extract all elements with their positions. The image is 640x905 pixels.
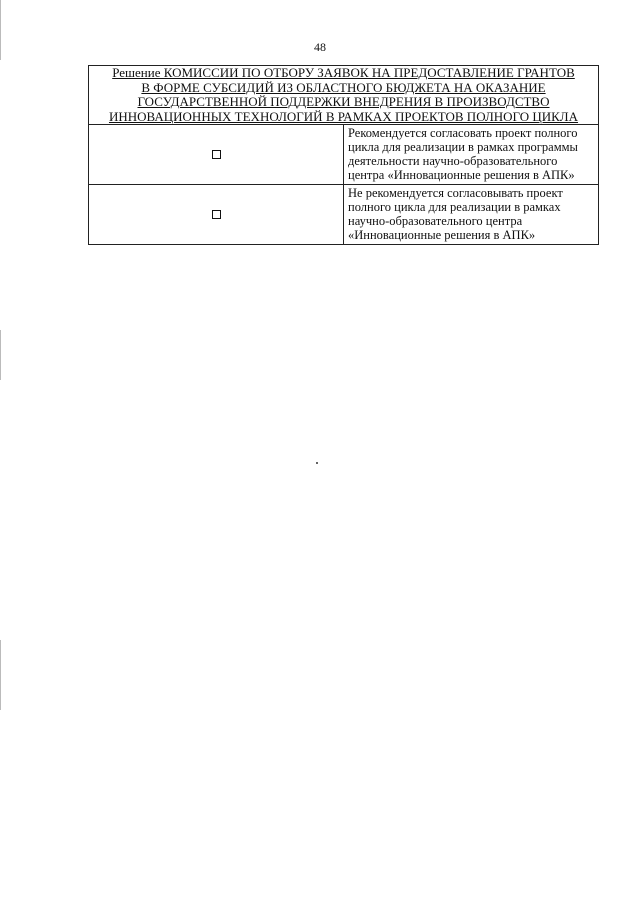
scan-edge-mark [0,640,1,710]
scan-speck [316,462,318,464]
not-recommend-option-text: Не рекомендуется согласовывать проект полного цикла для реализации в рамках научно-образовательного центра «Инновационные решения в АПК» [344,185,599,245]
not-recommend-checkbox[interactable] [212,210,221,219]
checkbox-cell [89,185,344,245]
table-row [89,185,599,245]
table-header-row [89,66,599,125]
header-line: Решение КОМИССИИ ПО ОТБОРУ ЗАЯВОК НА ПРЕДОСТАВЛЕНИЕ ГРАНТОВ [112,65,575,80]
checkbox-cell [89,125,344,185]
table-row [89,125,599,185]
header-line: ИННОВАЦИОННЫХ ТЕХНОЛОГИЙ В РАМКАХ ПРОЕКТОВ ПОЛНОГО ЦИКЛА [108,108,579,124]
table-header-cell [89,66,599,125]
recommend-checkbox[interactable] [212,150,221,159]
commission-decision-table [88,65,599,245]
scan-edge-mark [0,330,1,380]
page-number: 48 [314,40,326,54]
header-line: В ФОРМЕ СУБСИДИЙ ИЗ ОБЛАСТНОГО БЮДЖЕТА НА ОКАЗАНИЕ [141,79,546,95]
scan-edge-mark [0,0,1,60]
header-line: ГОСУДАРСТВЕННОЙ ПОДДЕРЖКИ ВНЕДРЕНИЯ В ПРОИЗВОДСТВО [137,94,550,109]
recommend-option-text: Рекомендуется согласовать проект полного цикла для реализации в рамках программы деятельности научно-образовательного центра «Инновационные решения в АПК» [344,125,599,185]
